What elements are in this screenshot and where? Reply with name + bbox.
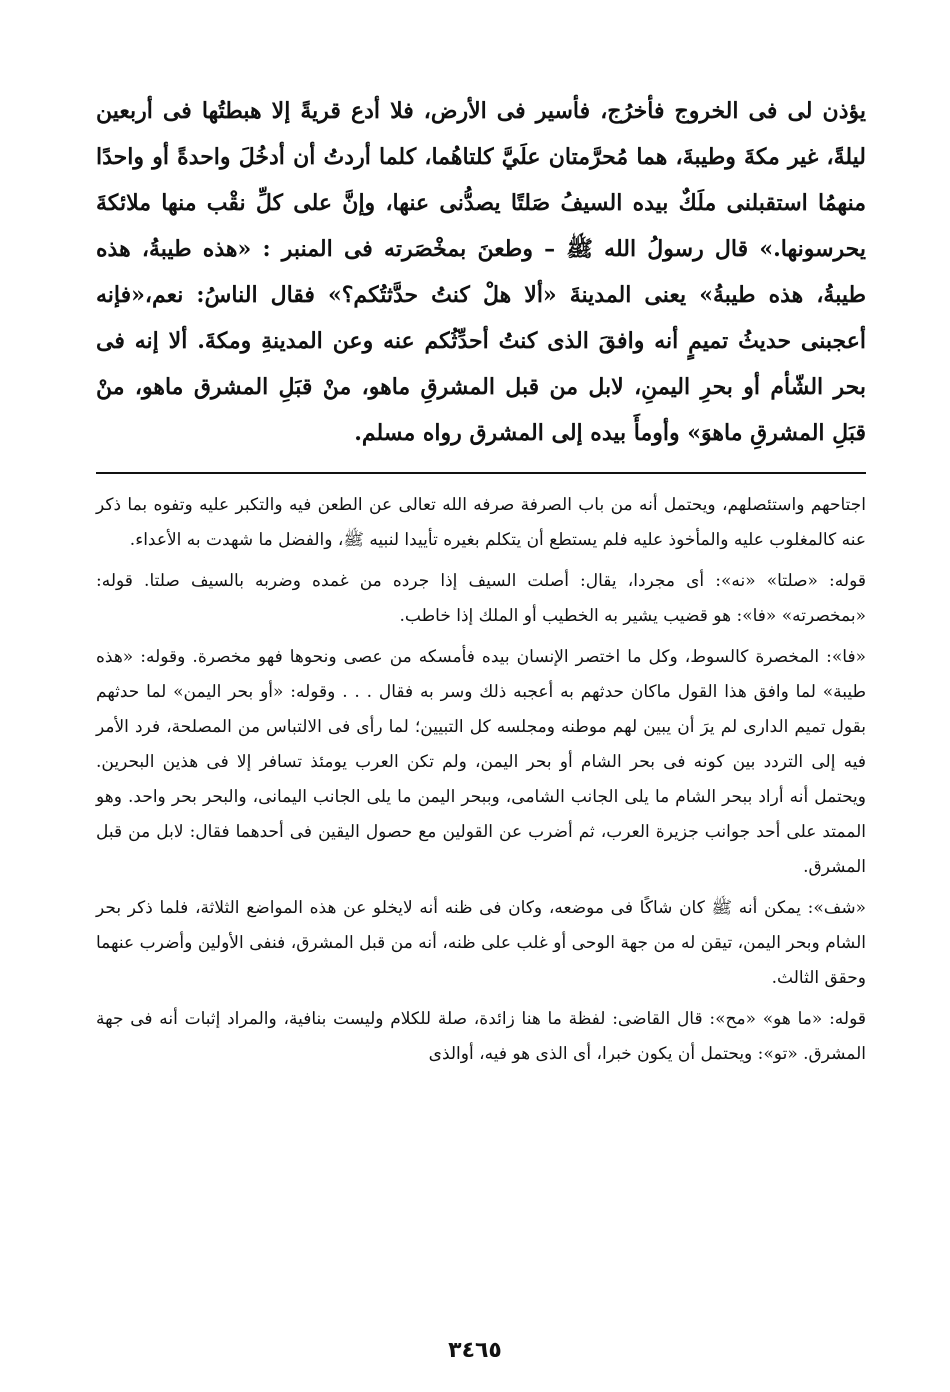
page-number: ٣٤٦٥ xyxy=(448,1338,502,1363)
note-paragraph: «فا»: المخصرة كالسوط، وكل ما اختصر الإنسان بيده فأمسكه من عصى ونحوها فهو مخصرة. وقوله: «هذه طيبة» لما وافق هذا القول ماكان حدثهم به أعجبه ذلك وسر به فقال . . . وقوله: «أو بحر اليمن» لما حدثهم بقول تميم الدارى لم يرَ أن يبين لهم موطنه ومجلسه كل التبيين؛ لما رأى فى الالتباس من المصلحة، فرد الأمر فيه إلى التردد بين كونه فى بحر الشام أو بحر اليمن، ولم تكن العرب يومئذ تسافر إلا فى هذين البحرين. ويحتمل أنه أراد ببحر الشام ما يلى الجانب الشامى، وببحر اليمن ما يلى الجانب اليمانى، والبحر بحر واحد. وهو الممتد على أحد جوانب جزيرة العرب، ثم أضرب عن القولين مع حصول اليقين فى أحدهما فقال: لابل من قبل المشرق. xyxy=(96,647,866,877)
footnote-divider xyxy=(96,472,866,474)
main-paragraph: يؤذن لى فى الخروج فأخرُج، فأسير فى الأرض، فلا أدع قريةً إلا هبطتُها فى أربعين ليلةً، غير مكةَ وطيبةَ، هما مُحرَّمتان علَيَّ كلتاهُما، كلما أردتُ أن أدخُلَ واحدةً أو واحدًا منهمُا استقبلنى ملَكٌ بيده السيفُ صَلتًا يصدُّنى عنها، وإنَّ على كلِّ نقْب منها ملائكةَ يحرسونها.» قال رسولُ الله ﷺ – وطعنَ بمخْصَرته فى المنبر : «هذه طيبةُ، هذه طيبةُ، هذه طيبةُ» يعنى المدينةَ «ألا هلْ كنتُ حدَّثتُكم؟» فقال الناسُ: نعم،«فإنه أعجبنى حديثُ تميمٍ أنه وافقَ الذى كنتُ أحدِّثُكم عنه وعن المدينةِ ومكةَ. ألا إنه فى بحر الشّأم أو بحرِ اليمنِ، لابل من قبل المشرقِ ماهو، منْ قبَلِ المشرق ماهو، منْ قبَلِ المشرقِ ماهوَ» وأومأَ بيده إلى المشرق رواه مسلم. xyxy=(96,98,866,446)
note-paragraph: قوله: «صلتا» «نه»: أى مجردا، يقال: أصلت السيف إذا جرده من غمده وضربه بالسيف صلتا. قوله: «بمخصرته» «فا»: هو قضيب يشير به الخطيب أو الملك إذا خاطب. xyxy=(96,571,866,626)
note-paragraph: قوله: «ما هو» «مح»: قال القاضى: لفظة ما هنا زائدة، صلة للكلام وليست بنافية، والمراد إثبات أنه فى جهة المشرق. «تو»: ويحتمل أن يكون خبرا، أى الذى هو فيه، أوالذى xyxy=(96,1009,866,1064)
book-page xyxy=(96,88,866,1358)
main-text xyxy=(96,88,866,456)
commentary-notes xyxy=(96,488,866,1072)
note-paragraph: اجتاحهم واستئصلهم، ويحتمل أنه من باب الصرفة صرفه الله تعالى عن الطعن فيه والتكبر عليه وتفوه بما ذكر عنه كالمغلوب عليه والمأخوذ عليه فلم يستطع أن يتكلم بغيره تأييدا لنبيه ﷺ، والفضل ما شهدت به الأعداء. xyxy=(96,495,866,550)
note-paragraph: «شف»: يمكن أنه ﷺ كان شاكًا فى موضعه، وكان فى ظنه أنه لايخلو عن هذه المواضع الثلاثة، فلما ذكر بحر الشام وبحر اليمن، تيقن له من جهة الوحى أو غلب على ظنه، أنه من قبل المشرق، فنفى الأولين وأضرب عنهما وحقق الثالث. xyxy=(96,898,866,988)
